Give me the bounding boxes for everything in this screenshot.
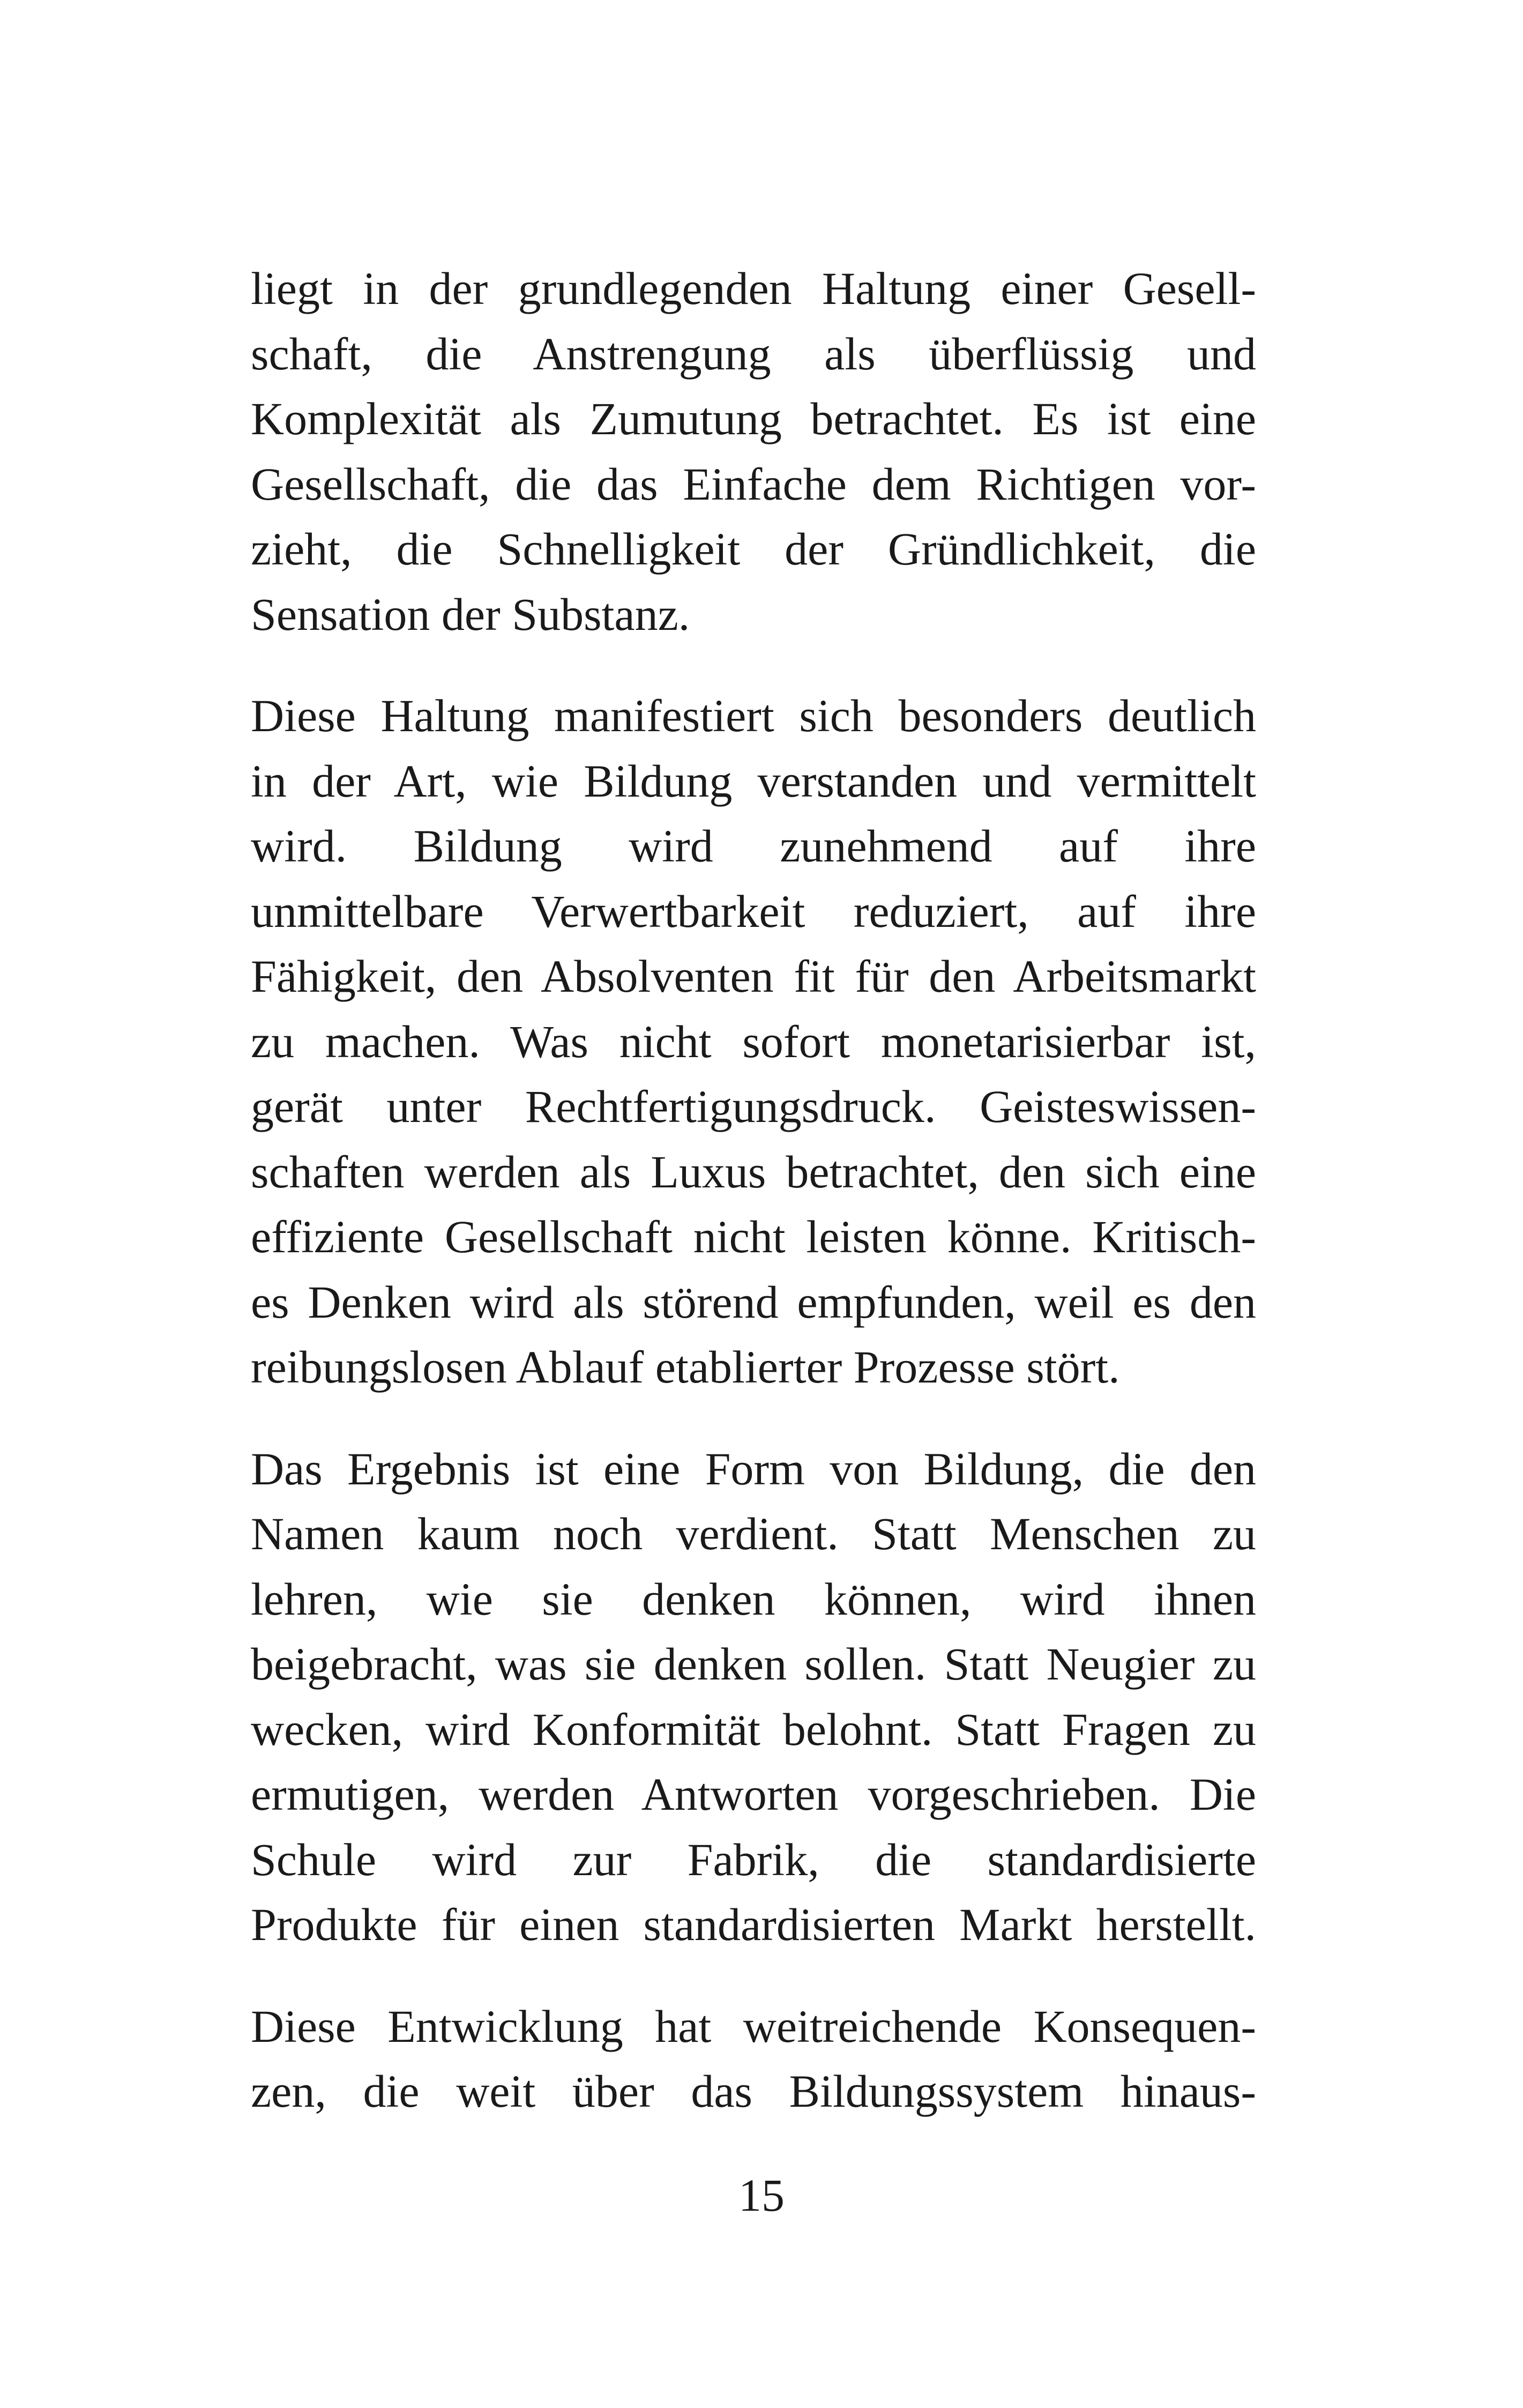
paragraph-spacer: [251, 1958, 1256, 1994]
page-number: 15: [738, 2169, 785, 2221]
text-line: Schule wird zur Fabrik, die standardisierte: [251, 1833, 1256, 1885]
text-line: Gesellschaft, die das Einfache dem Richtigen vor-: [251, 458, 1256, 510]
paragraph-1: [251, 256, 1256, 647]
text-line: unmittelbare Verwertbarkeit reduziert, auf ihre: [251, 885, 1256, 937]
paragraph-3: [251, 1437, 1256, 1958]
text-line: Komplexität als Zumutung betrachtet. Es ist eine: [251, 393, 1256, 444]
text-line: zen, die weit über das Bildungssystem hinaus-: [251, 2065, 1256, 2117]
text-line: gerät unter Rechtfertigungsdruck. Geisteswissen-: [251, 1081, 1256, 1132]
text-line: effiziente Gesellschaft nicht leisten könne. Kritisch-: [251, 1211, 1256, 1262]
text-line: Diese Entwicklung hat weitreichende Konsequen-: [251, 2000, 1256, 2052]
text-line: Fähigkeit, den Absolventen fit für den Arbeitsmarkt: [251, 950, 1256, 1002]
text-line: wecken, wird Konformität belohnt. Statt Fragen zu: [251, 1703, 1256, 1755]
text-line: Das Ergebnis ist eine Form von Bildung, die den: [251, 1443, 1256, 1495]
paragraph-spacer: [251, 1400, 1256, 1437]
paragraph-4: [251, 1994, 1256, 2124]
text-line: zieht, die Schnelligkeit der Gründlichkeit, die: [251, 523, 1256, 575]
text-line: Produkte für einen standardisierten Markt herstellt.: [251, 1899, 1256, 1950]
text-line: lehren, wie sie denken können, wird ihnen: [251, 1573, 1256, 1625]
text-line: liegt in der grundlegenden Haltung einer Gesell-: [251, 263, 1256, 314]
text-line: reibungslosen Ablauf etablierter Prozesse stört.: [251, 1341, 1120, 1393]
text-line: in der Art, wie Bildung verstanden und vermittelt: [251, 755, 1256, 807]
paragraph-2: [251, 683, 1256, 1400]
text-line: ermutigen, werden Antworten vorgeschrieben. Die: [251, 1768, 1256, 1820]
text-line: zu machen. Was nicht sofort monetarisierbar ist,: [251, 1015, 1256, 1067]
text-line: beigebracht, was sie denken sollen. Statt Neugier zu: [251, 1638, 1256, 1690]
text-line: schaften werden als Luxus betrachtet, den sich eine: [251, 1146, 1256, 1198]
text-line: schaft, die Anstrengung als überflüssig und: [251, 328, 1256, 380]
text-line: es Denken wird als störend empfunden, weil es den: [251, 1276, 1256, 1328]
body-text: [251, 256, 1256, 2124]
text-line: Diese Haltung manifestiert sich besonders deutlich: [251, 690, 1256, 741]
text-line: wird. Bildung wird zunehmend auf ihre: [251, 820, 1256, 872]
text-line: Sensation der Substanz.: [251, 588, 690, 640]
paragraph-spacer: [251, 647, 1256, 683]
text-line: Namen kaum noch verdient. Statt Menschen zu: [251, 1508, 1256, 1559]
